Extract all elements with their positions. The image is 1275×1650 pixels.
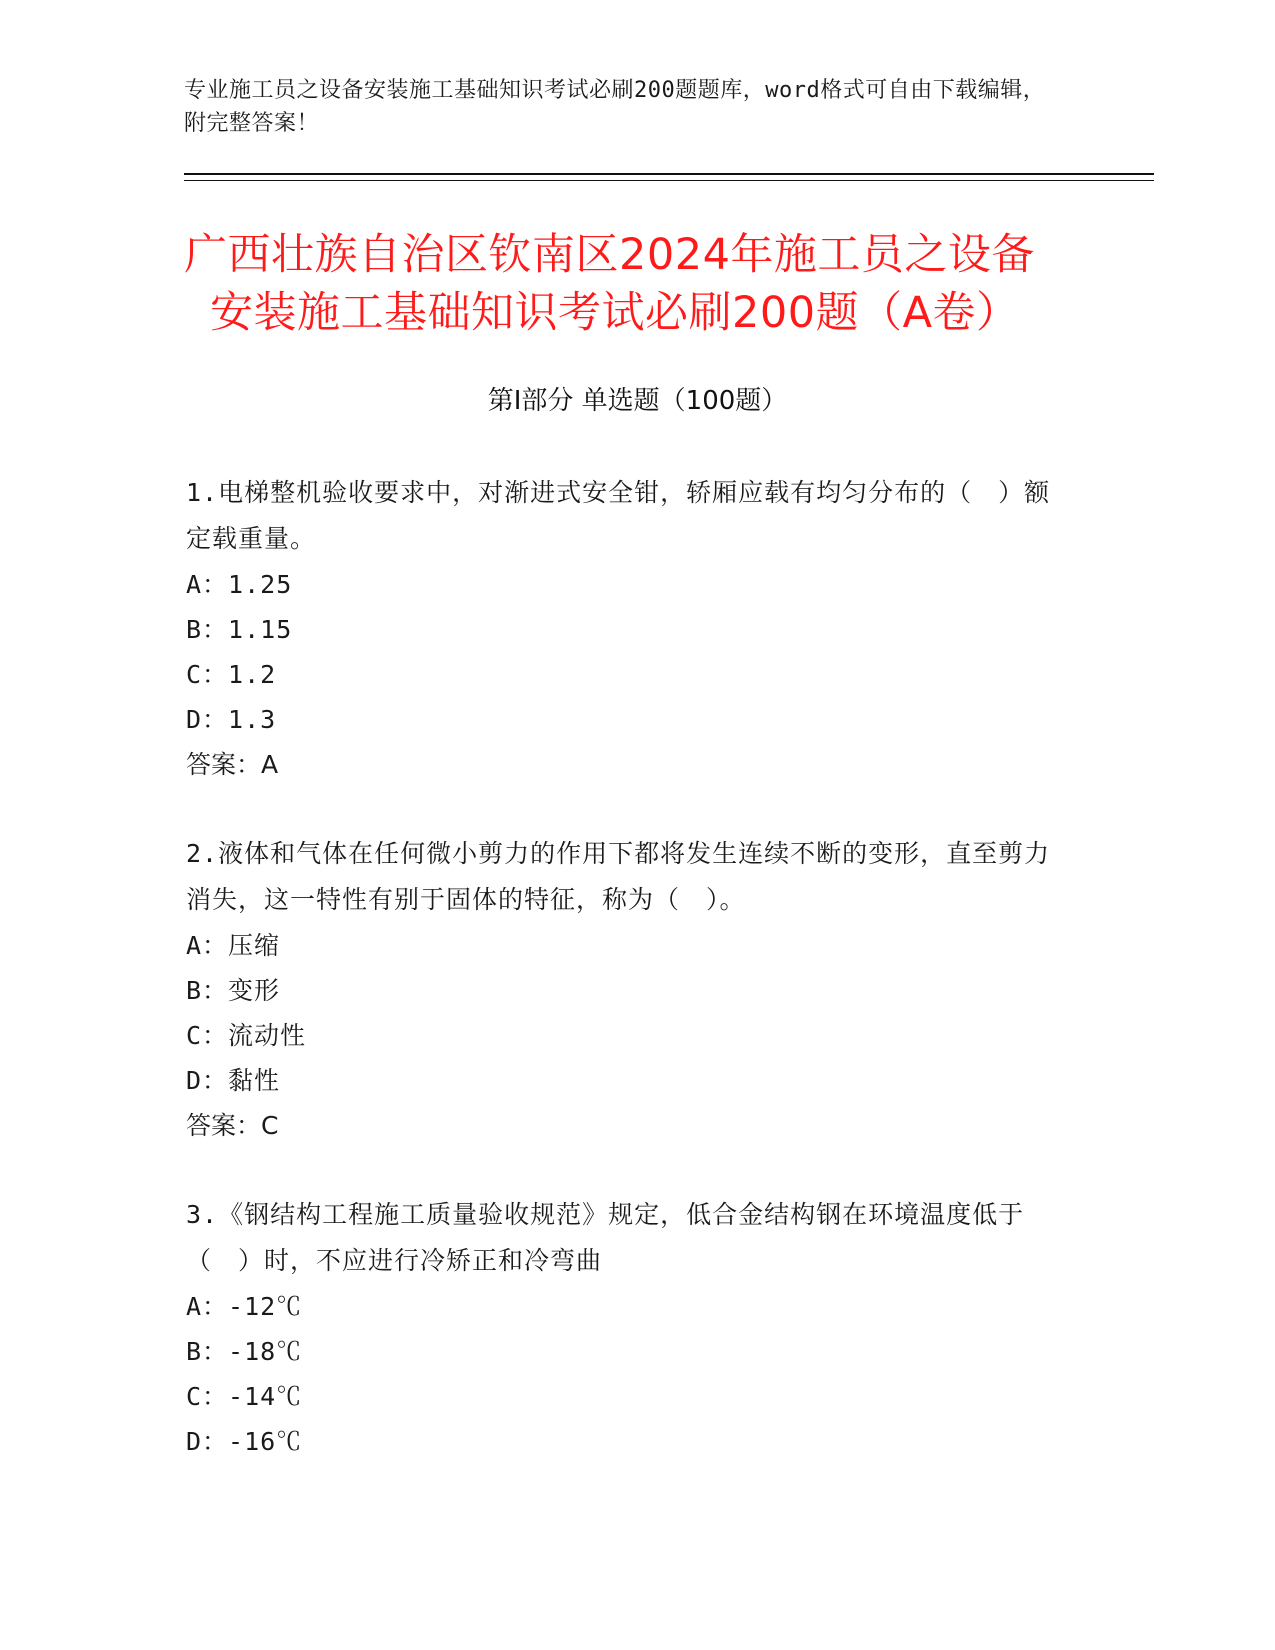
answer-label: 答案：A [186,750,279,779]
question-stem: 1.电梯整机验收要求中，对渐进式安全钳，轿厢应载有均匀分布的（ ）额定载重量。 [186,478,1051,553]
question-list [186,470,1066,1508]
question-1 [186,470,1066,787]
question-stem: 3.《钢结构工程施工质量验收规范》规定，低合金结构钢在环境温度低于（ ）时，不应进行冷矫正和冷弯曲 [186,1200,1025,1275]
option-d: D：黏性 [186,1066,281,1095]
document-title-line-1: 广西壮族自治区钦南区2024年施工员之设备 [184,230,1035,280]
document-title [184,226,1084,342]
option-b: B：变形 [186,976,281,1005]
document-title-line-2: 安装施工基础知识考试必刷200题（A卷） [210,288,1020,338]
header-divider-thick [184,173,1154,175]
option-d: D：-16℃ [186,1427,303,1456]
option-b: B：-18℃ [186,1337,303,1366]
option-d: D：1.3 [186,705,277,734]
option-a: A：1.25 [186,570,293,599]
option-c: C：1.2 [186,660,277,689]
question-3 [186,1192,1066,1464]
header-note: 专业施工员之设备安装施工基础知识考试必刷200题题库，word格式可自由下载编辑，附完整答案！ [184,78,1046,136]
option-a: A：-12℃ [186,1292,303,1321]
question-stem: 2.液体和气体在任何微小剪力的作用下都将发生连续不断的变形，直至剪力消失，这一特性有别于固体的特征，称为（ ）。 [186,839,1051,914]
option-c: C：-14℃ [186,1382,303,1411]
option-c: C：流动性 [186,1021,307,1050]
answer-label: 答案：C [186,1111,279,1140]
header-divider-thin [184,180,1154,181]
option-b: B：1.15 [186,615,293,644]
section-heading: 第Ⅰ部分 单选题（100题） [487,386,788,416]
option-a: A：压缩 [186,931,281,960]
question-2 [186,831,1066,1148]
